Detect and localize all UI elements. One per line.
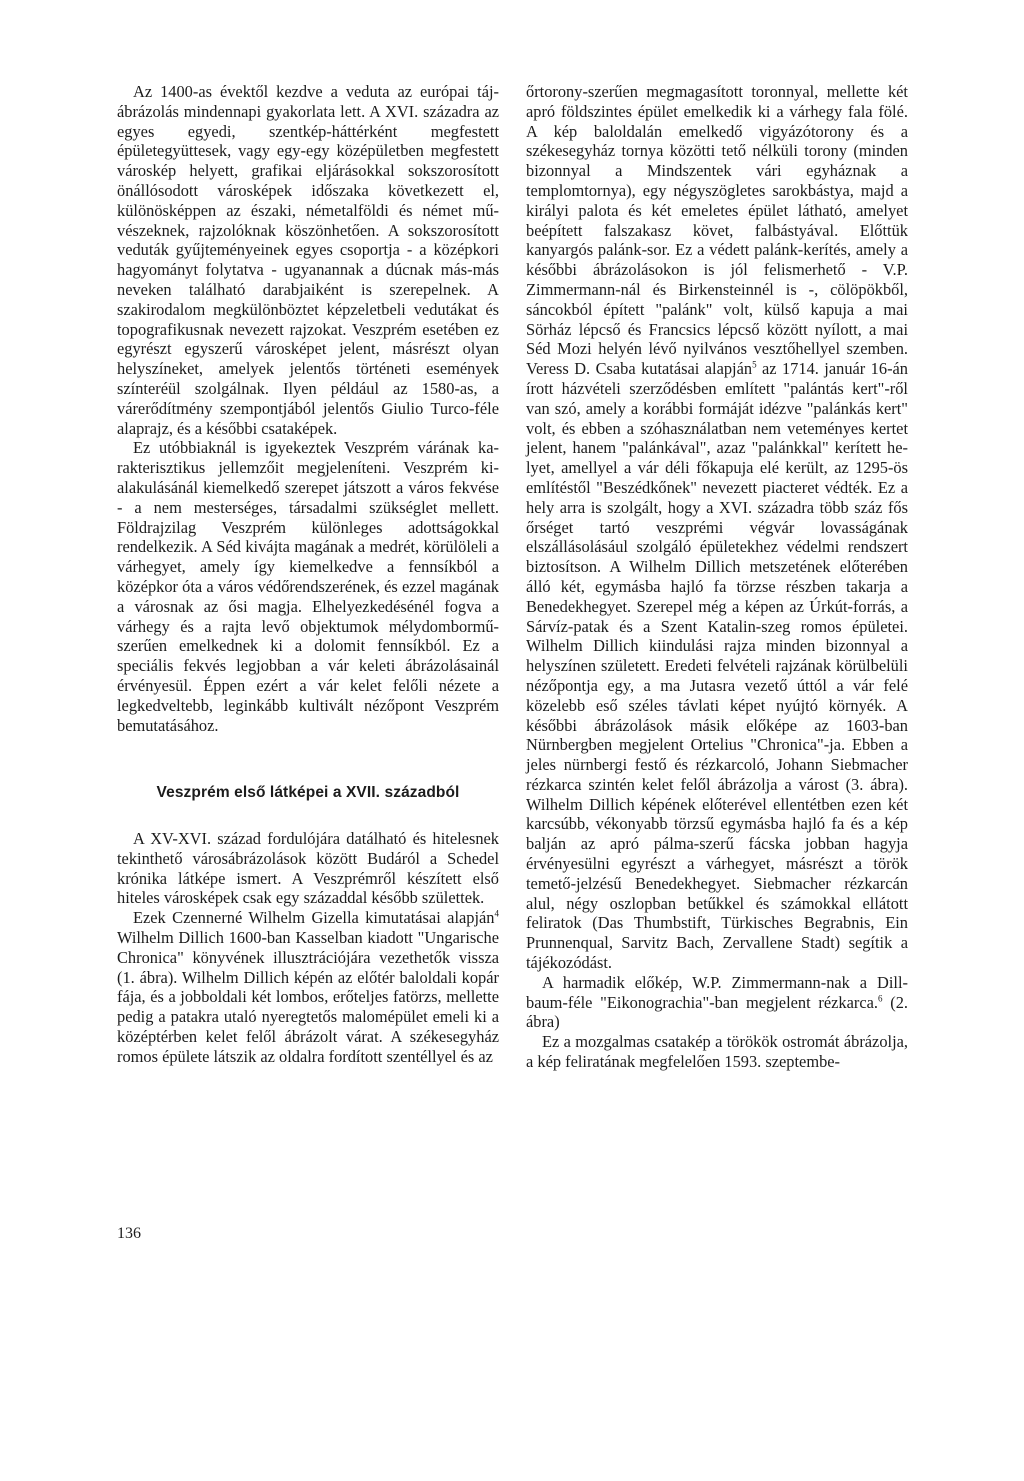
paragraph: Az 1400-as évektől kezdve a veduta az európai tájábrázolás mindennapi gyakorlata lett. A XVI. századra az egyes egyedi, szentkép-háttérként megfestett épületegyüttesek, vagy egy-egy középületben megfestett városkép helyett, grafikai eljárásokkal sokszorosított önállósodott városképek időszaka következett el, különösképpen az északi, németalföldi és német művészeknek, rajzolóknak köszönhetően. A sokszorosított veduták gyűjteményeinek egyes csoportja - a középkori hagyományt folytatva - ugyanannak a dúcnak más-más neveken található darabjaiként is szerepelnek. A szakirodalom megkülönböztet képzeletbeli vedutákat és topografikusnak nevezett rajzokat. Veszprém esetében ez egyrészt egyszerű városképet jelent, másrészt olyan helyszíneket, amelyek jelentős történeti események színteréül szolgálnak. Ilyen például az 1580-as, a várerődítmény szempontjából jelentős Giulio Turco-féle alaprajz, és a későbbi csataképek. [117, 82, 499, 438]
paragraph-text: Ezek Czennerné Wilhelm Gizella kimutatásai alapján [133, 908, 495, 928]
paragraph-text: Wilhelm Dillich 1600-ban Kasselban kiadott "Ungarische Chronica" könyvének illusztrációjára vezethetők vissza (1. ábra). Wilhelm Dillich képén az előtér baloldali kopár fája, és a jobboldali két lombos, erőteljes fatörzs, mellette pedig a patakra utaló nyeregtetős malomépület emeli ki a középtérben kelet felől ábrázolt várat. A székesegyház romos épülete látszik az oldalra fordított szentéllyel és az [117, 928, 499, 1066]
paragraph [526, 973, 908, 1032]
footnote-ref: 5 [752, 359, 757, 370]
paragraph-text: az 1714. január 16-án írott házvételi szerződésben említett "palántás kert"-ről van szó, amely a korábbi formáját idézve "palánkás kert" volt, és ebben a szóhasználatban nem veteményes kertet jelent, hanem "palánkával", azaz "palánkkal" kerített helyet, amellyel a vár déli főkapuja elé került, az 1295-ös említéstől "Beszédkőnek" nevezett piacteret védték. Ez a hely arra is szolgált, hogy a XVI. századra több száz fős őrséget tartó veszprémi végvár lovasságának elszállásolásául szolgáló épületekhez védelmi rendszert biztosítson. A Wilhelm Dillich metszetének előterében álló két, egymásba hajló fa törzse részben takarja a Benedekhegyet. Szerepel még a képen az Úrkút-forrás, a Sárvíz-patak és a Szent Katalin-szeg romos épületei. Wilhelm Dillich kiindulási rajza minden bizonnyal a helyszínen született. Eredeti felvételi rajzának körülbelüli nézőpontja egy, a ma Jutasra vezető úttól a vár felé közelebb eső széles távlati képet nyújtó környék. A későbbi ábrázolások másik előképe az 1603-ban Nürnbergben megjelent Ortelius "Chronica"-ja. Ebben a jeles nürnbergi festő és rézkarcoló, Johann Siebmacher rézkarca szintén kelet felől ábrázolja a várost (3. ábra). Wilhelm Dillich képének előterével ellentétben ezen két karcsúbb, vékonyabb törzsű egymásba hajló fa és a kép balján az apró pálma-szerű fácska jobban hagyja érvényesülni egyrészt a várhegyet, másrészt a török temető-jelzésű Benedekhegyet. Siebmacher rézkarcán alul, négy oszlopban betűkkel és számokkal ellátott feliratok (Das Thumbstift, Türkisches Begrabnis, Ein Prunnenqual, Sarvitz Bach, Zervallene Stadt) segítik a tájékozódást. [526, 359, 908, 973]
paragraph [117, 908, 499, 1066]
paragraph-text: (2. ábra) [526, 992, 908, 1032]
section-heading: Veszprém első látképei a XVII. századból [156, 784, 460, 802]
paragraph: A XV-XVI. század fordulójára datálható és hitelesnek tekinthető városábrázolások között Budáról a Schedel krónika látképe ismert. A Veszprémről készített első hiteles városképek csak egy századdal később születtek. [117, 829, 499, 908]
right-text-column [526, 82, 908, 1072]
page-number: 136 [117, 1225, 141, 1242]
footnote-ref: 6 [877, 993, 883, 1004]
paragraph-text: A harmadik előkép, W.P. Zimmermann-nak a Dillbaum-féle "Eikonograchia"-ban megjelent rézkarca. [526, 972, 908, 1012]
left-text-column [117, 82, 499, 1067]
paragraph: Ez utóbbiaknál is igyekeztek Veszprém várának karakterisztikus jellemzőit megjeleníteni. Veszprém kialakulásánál kiemelkedő szerepet játszott a város fekvése - a nem mesterséges, társadalmi szükséglet mellett. Földrajzilag Veszprém különleges adottságokkal rendelkezik. A Séd kivájta magának a medrét, körülöleli a várhegyet, amely így kiemelkedve a fennsíkból a középkor óta a város védőrendszerének, és ezzel magának a városnak az ősi magja. Elhelyezkedésénél fogva a várhegy és a rajta levő objektumok mélydombormű-szerűen emelkednek ki a dolomit fennsíkból. Ez a speciális fekvés legjobban a vár keleti ábrázolásainál érvényesül. Éppen ezért a vár kelet felőli nézete a legkedveltebb, leginkább kultivált nézőpont Veszprém bemutatásához. [117, 438, 499, 735]
footnote-ref: 4 [494, 908, 499, 919]
paragraph-text: őrtorony-szerűen megmagasított toronnyal, mellette két apró földszintes épület emelkedik ki a várhegy fala fölé. A kép baloldalán emelkedő vigyázótorony és a székesegyház tornya közötti tető nélküli torony (minden bizonnyal a Mindszentek vári egyháznak a templomtornya), egy négyszögletes sarokbástya, majd a királyi palota és két emeletes épület látható, amelyet beépített falszakasz követ, falbástyával. Előttük kanyargós palánk-sor. Ez a védett palánk-kerítés, amely a későbbi ábrázolásokon is jól felismerhető - V.P. Zimmermann-nál és Birkensteinnél is -, cölöpökből, sáncokból épített "palánk" volt, külső kapuja a mai Sörház lépcső és Francsics lépcső között nyílott, a mai Séd Mozi helyén lévő nyilvános vesztőhellyel szemben. Veress D. Csaba kutatásai alapján [526, 82, 908, 379]
paragraph: Ez a mozgalmas csatakép a törökök ostromát ábrázolja, a kép feliratának megfelelően 1593. szeptembe- [526, 1032, 908, 1072]
paragraph [526, 82, 908, 973]
